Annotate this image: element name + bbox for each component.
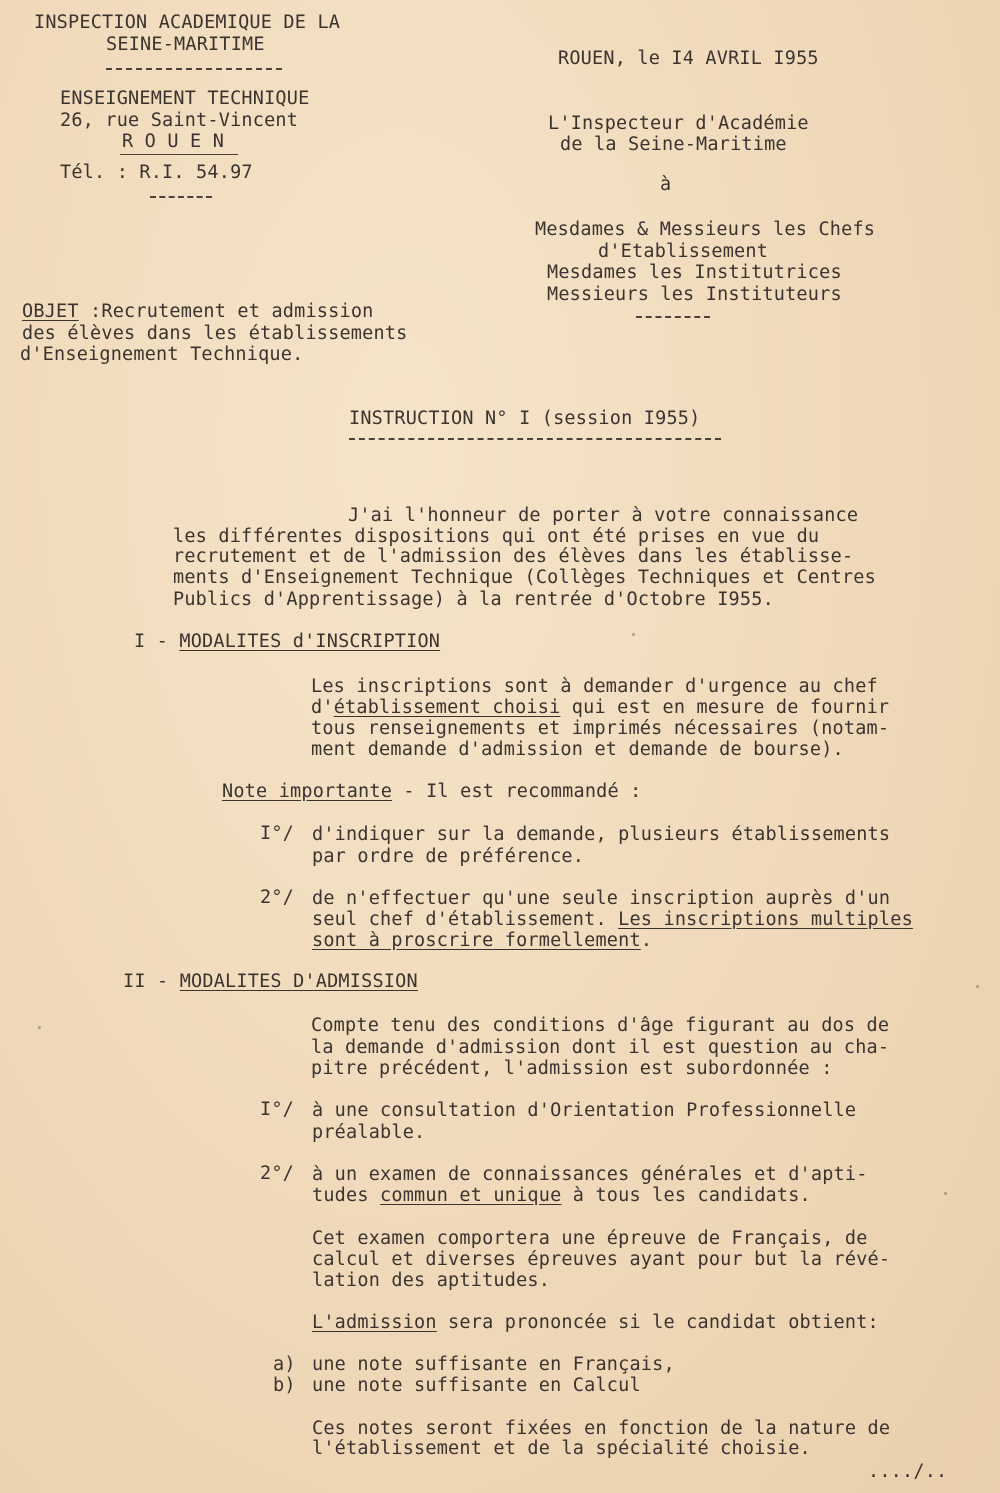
inspection-line-1: INSPECTION ACADEMIQUE DE LA <box>34 12 341 33</box>
proscribe-text: sont à proscrire formellement <box>312 930 641 951</box>
dept-line-1: ENSEIGNEMENT TECHNIQUE <box>60 88 310 109</box>
admission-label: L'admission <box>312 1312 437 1333</box>
section-2-heading <box>123 971 418 992</box>
text-fragment: qui est en mesure de fournir <box>560 697 890 718</box>
recipient-line-4: Messieurs les Instituteurs <box>547 284 842 305</box>
paper-speck <box>944 1192 947 1195</box>
item-1-line-2: par ordre de préférence. <box>312 846 585 867</box>
section-1-number: I - <box>134 631 180 652</box>
notes-line-1: Ces notes seront fixées en fonction de la nature de <box>312 1418 891 1439</box>
item-2-line-3 <box>312 930 652 951</box>
item-number: 2°/ <box>260 887 295 908</box>
instruction-title: INSTRUCTION N° I (session I955) <box>349 408 701 429</box>
intro-line-1: J'ai l'honneur de porter à votre connaissance <box>348 505 859 526</box>
section-1-para-line-4: ment demande d'admission et demande de bourse). <box>311 739 844 760</box>
criterion-a: une note suffisante en Français, <box>312 1354 675 1375</box>
chosen-establishment-text: établissement choisi <box>333 697 561 718</box>
list-label-a: a) <box>273 1354 296 1375</box>
inspection-line-2: SEINE-MARITIME <box>106 34 265 55</box>
admission-text: sera prononcée si le candidat obtient: <box>436 1312 879 1333</box>
item-number: I°/ <box>260 823 295 844</box>
object-line-3: d'Enseignement Technique. <box>20 344 304 365</box>
title-underline <box>349 438 721 440</box>
intro-line-2: les différentes dispositions qui ont été prises en vue du <box>173 526 820 547</box>
section-2-para-line-1: Compte tenu des conditions d'âge figurant au dos de <box>311 1015 890 1036</box>
section-2-para-line-3: pitre précédent, l'admission est subordonnée : <box>311 1058 833 1079</box>
admission-line <box>312 1312 879 1333</box>
orientation-line-1: à une consultation d'Orientation Professionnelle <box>312 1100 857 1121</box>
paper-speck <box>976 985 979 988</box>
letter-date: ROUEN, le I4 AVRIL I955 <box>558 48 819 69</box>
section-1-para-line-2 <box>311 697 889 718</box>
intro-line-4: ments d'Enseignement Technique (Collèges Techniques et Centres <box>173 567 876 588</box>
object-text: :Recrutement et admission <box>78 301 374 322</box>
text-fragment: . <box>640 930 653 951</box>
exam-item-line-2 <box>312 1185 811 1206</box>
section-2-title: MODALITES D'ADMISSION <box>179 971 418 992</box>
list-label-b: b) <box>273 1375 296 1396</box>
note-label: Note importante <box>222 781 393 802</box>
continuation-mark: ..../.. <box>868 1461 948 1482</box>
item-2-line-2 <box>312 909 913 930</box>
section-1-para-line-3: tous renseignements et imprimés nécessaires (notam- <box>311 718 890 739</box>
divider <box>106 68 282 70</box>
recipient-line-2: d'Etablissement <box>598 241 769 262</box>
sender-line-1: L'Inspecteur d'Académie <box>548 113 809 134</box>
text-fragment: à tous les candidats. <box>561 1185 811 1206</box>
divider <box>120 154 238 155</box>
section-2-para-line-2: la demande d'admission dont il est question au cha- <box>311 1037 890 1058</box>
notes-line-2: l'établissement et de la spécialité choisie. <box>312 1438 811 1459</box>
dept-line-3: R O U E N <box>122 131 225 152</box>
recipient-line-3: Mesdames les Institutrices <box>547 262 842 283</box>
recipient-prefix: à <box>660 174 672 195</box>
text-fragment: seul chef d'établissement. <box>312 909 619 930</box>
paper-speck <box>38 1026 41 1029</box>
divider <box>150 196 212 198</box>
exam-desc-line-1: Cet examen comportera une épreuve de Français, de <box>312 1228 868 1249</box>
exam-item-line-1: à un examen de connaissances générales et d'apti- <box>312 1164 868 1185</box>
item-2-line-1: de n'effectuer qu'une seule inscription auprès d'un <box>312 888 891 909</box>
note-line <box>222 781 642 802</box>
section-1-para-line-1: Les inscriptions sont à demander d'urgence au chef <box>311 676 878 697</box>
dept-line-2: 26, rue Saint-Vincent <box>60 110 299 131</box>
orientation-line-2: préalable. <box>312 1122 426 1143</box>
dept-phone: Tél. : R.I. 54.97 <box>60 162 253 183</box>
section-1-heading <box>134 631 440 652</box>
common-unique-text: commun et unique <box>380 1185 562 1206</box>
recipient-line-1: Mesdames & Messieurs les Chefs <box>535 219 876 240</box>
object-line-1 <box>22 301 374 322</box>
item-number: 2°/ <box>260 1163 295 1184</box>
object-label: OBJET <box>22 301 79 322</box>
object-line-2: des élèves dans les établissements <box>22 323 408 344</box>
intro-line-3: recrutement et de l'admission des élèves dans les établisse- <box>173 546 854 567</box>
intro-line-5: Publics d'Apprentissage) à la rentrée d'Octobre I955. <box>173 589 774 610</box>
item-number: I°/ <box>260 1099 295 1120</box>
section-2-number: II - <box>123 971 180 992</box>
multiple-inscriptions-text: Les inscriptions multiples <box>618 909 913 930</box>
exam-desc-line-3: lation des aptitudes. <box>312 1270 551 1291</box>
section-1-title: MODALITES d'INSCRIPTION <box>179 631 441 652</box>
text-fragment: tudes <box>312 1185 381 1206</box>
paper-speck <box>632 633 635 636</box>
text-fragment: d' <box>311 697 334 718</box>
sender-line-2: de la Seine-Maritime <box>560 134 787 155</box>
note-text: - Il est recommandé : <box>392 781 642 802</box>
item-1-line-1: d'indiquer sur la demande, plusieurs établissements <box>312 824 891 845</box>
divider <box>636 316 710 318</box>
exam-desc-line-2: calcul et diverses épreuves ayant pour but la révé- <box>312 1249 891 1270</box>
criterion-b: une note suffisante en Calcul <box>312 1375 641 1396</box>
